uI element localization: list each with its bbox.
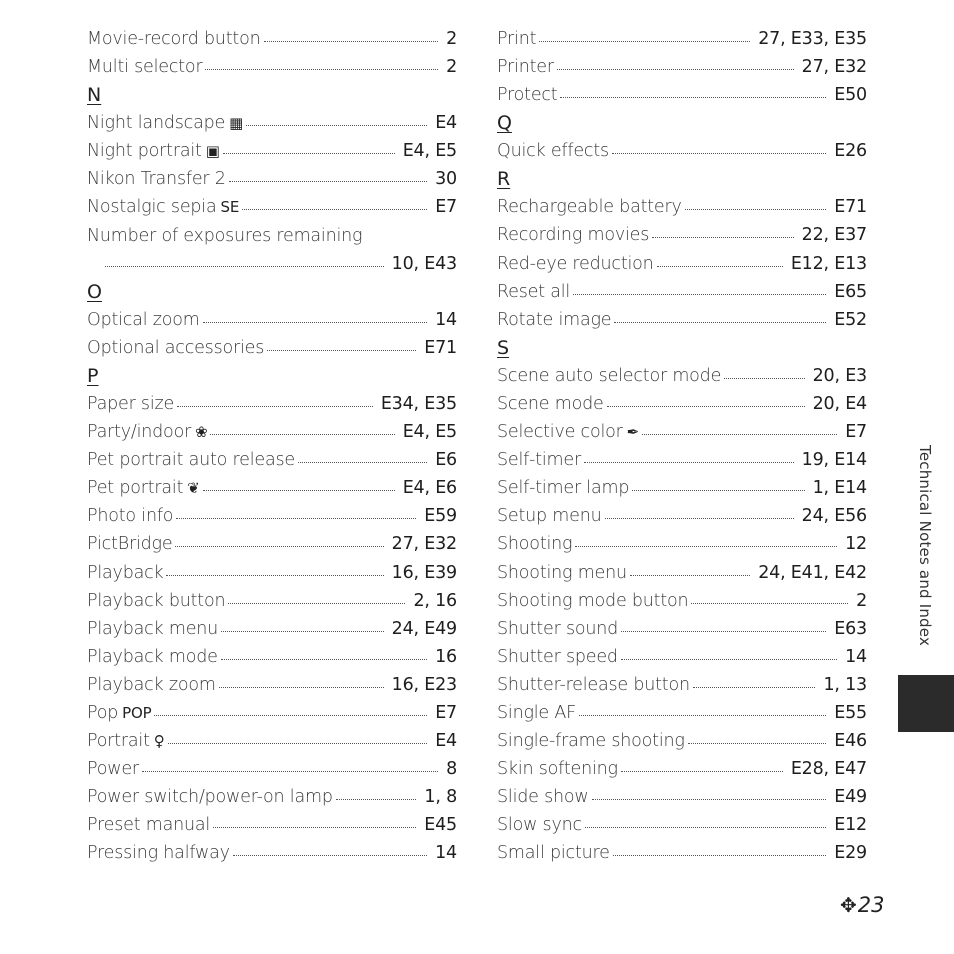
selective-color-icon: ✒ [626,423,640,442]
pop-icon: POP [122,703,152,722]
dot-leader [267,350,416,351]
dot-leader [213,827,416,828]
index-page-refs[interactable]: E46 [834,731,867,752]
dot-leader [298,462,427,463]
index-page-refs[interactable]: 16 [435,646,457,667]
dot-leader [592,799,827,800]
index-page-refs[interactable]: 14 [435,843,457,864]
index-page-refs[interactable]: 27, E33, E35 [758,29,867,49]
dot-leader [584,462,794,463]
index-entry[interactable] [87,418,457,446]
index-term: Night portrait [87,141,202,162]
dot-leader [175,546,383,547]
dot-leader [142,771,438,772]
index-term: Power switch/power-on lamp [87,787,333,808]
index-term: Shooting mode button [497,590,689,611]
index-page-refs[interactable]: 20, E3 [812,365,867,386]
page-number [840,893,885,917]
index-entry[interactable] [87,755,457,783]
index-term: Single AF [497,702,576,723]
index-page-refs[interactable]: E55 [834,702,867,723]
pet-portrait-icon: ❦ [187,479,200,498]
index-entry[interactable] [497,643,867,671]
index-entry[interactable] [87,643,457,671]
index-term: Scene auto selector mode [497,365,722,386]
index-page-refs[interactable]: 12 [845,534,867,555]
dot-leader [614,322,826,323]
index-entry[interactable] [87,811,457,839]
index-entry[interactable] [497,783,867,811]
index-term: Printer [497,57,554,78]
dot-leader [657,266,783,267]
index-term: Playback mode [87,646,218,667]
nostalgic-sepia-icon: SE [220,198,240,217]
index-page-refs[interactable]: 1, E14 [812,478,867,499]
index-term: Shutter-release button [497,674,690,695]
index-term: Preset manual [87,815,211,836]
dot-leader [688,743,827,744]
dot-leader [242,209,427,210]
index-term: Multi selector [87,57,203,78]
index-page-refs[interactable]: 10, E43 [391,253,457,274]
index-page-refs[interactable]: E7 [435,197,457,218]
index-term: Small picture [497,843,610,864]
index-term: Pressing halfway [87,843,230,864]
index-entry[interactable] [87,530,457,558]
dot-leader [228,603,405,604]
index-entry[interactable] [87,390,457,418]
portrait-icon: ♀ [153,732,165,751]
dot-leader [219,687,384,688]
index-entry[interactable] [497,306,867,334]
index-term: Recording movies [497,225,650,246]
index-entry[interactable] [87,165,457,193]
dot-leader [203,490,395,491]
index-term: Playback button [87,590,226,611]
index-page-refs[interactable]: E52 [834,309,867,330]
dot-leader [560,97,826,98]
dot-leader [573,294,826,295]
index-term: Scene mode [497,393,604,414]
dot-leader [336,799,417,800]
dot-leader [264,41,439,42]
dot-leader [539,41,750,42]
index-entry[interactable] [497,699,867,727]
index-entry[interactable] [87,839,457,867]
dot-leader [210,434,394,435]
dot-leader [630,575,750,576]
index-entry[interactable] [497,25,867,53]
index-page-refs[interactable]: E26 [834,141,867,162]
index-entry[interactable] [87,671,457,699]
index-entry[interactable] [87,446,457,474]
dot-leader [605,518,794,519]
index-term: Self-timer [497,450,581,471]
index-term: Quick effects [497,141,609,162]
index-term: Movie-record button [87,29,261,49]
index-term: Single-frame shooting [497,731,685,752]
night-portrait-icon: ▣ [205,142,220,161]
index-term: Red-eye reduction [497,253,654,274]
index-entry[interactable] [87,587,457,615]
dot-leader [621,631,826,632]
dot-leader [177,406,373,407]
index-entry[interactable] [497,755,867,783]
index-page-refs[interactable]: E49 [834,787,867,808]
dot-leader [642,434,837,435]
dot-leader [691,603,848,604]
index-page-refs[interactable]: E12, E13 [790,253,867,274]
dot-leader [105,266,384,267]
index-entry[interactable] [497,671,867,699]
section-tab-label: Technical Notes and Index [916,445,934,647]
index-term: Paper size [87,393,175,414]
index-entry[interactable] [497,727,867,755]
index-entry[interactable] [497,81,867,109]
index-page-refs[interactable]: 1, 8 [424,787,457,808]
index-entry[interactable] [87,25,457,53]
index-term: Shooting menu [497,562,627,583]
index-entry[interactable] [497,502,867,530]
index-section-letter: P [87,364,99,387]
index-entry[interactable] [497,811,867,839]
index-page-refs[interactable]: 1, 13 [823,674,867,695]
index-page-refs[interactable]: E71 [834,197,867,218]
index-page-refs[interactable]: 2 [446,29,457,49]
index-term: Playback [87,562,164,583]
index-section-letter: R [497,168,511,191]
index-term: Shutter sound [497,618,619,639]
dot-leader [557,69,794,70]
index-entry[interactable] [87,699,457,727]
index-column-right [497,25,867,868]
index-section-letter: N [87,84,102,107]
index-entry[interactable] [497,839,867,867]
index-page-refs[interactable]: E71 [424,337,457,358]
index-page-refs[interactable]: 22, E37 [801,225,867,246]
dot-leader [652,237,794,238]
dot-leader [632,490,804,491]
index-term: Slide show [497,787,589,808]
index-term: Reset all [497,281,571,302]
index-page-refs[interactable]: 24, E41, E42 [758,562,867,583]
index-entry[interactable] [497,615,867,643]
dot-leader [693,687,816,688]
index-page-refs[interactable]: E50 [834,85,867,106]
index-page-refs[interactable]: 8 [446,759,457,780]
index-term: Optical zoom [87,309,200,330]
index-term: Number of exposures remaining [87,225,363,246]
index-page-refs[interactable]: E7 [845,422,867,443]
dot-leader [612,153,826,154]
page-number-value: 23 [857,893,885,917]
dot-leader [203,322,428,323]
dot-leader [724,378,804,379]
index-page-refs[interactable]: E4, E5 [402,422,457,443]
index-entry[interactable] [87,334,457,362]
index-page-refs[interactable]: E4, E6 [402,478,457,499]
index-page-refs[interactable]: 19, E14 [801,450,867,471]
index-entry[interactable] [497,559,867,587]
dot-leader [613,855,827,856]
index-entry[interactable] [87,222,457,250]
index-entry[interactable] [87,615,457,643]
index-page-refs[interactable]: E12 [834,815,867,836]
index-term: PictBridge [87,534,173,555]
index-page-refs[interactable]: E65 [834,281,867,302]
index-entry[interactable] [87,783,457,811]
index-term: Setup menu [497,506,602,527]
index-page-refs[interactable]: 24, E56 [801,506,867,527]
index-entry[interactable] [497,278,867,306]
index-entry[interactable] [87,306,457,334]
index-entry[interactable] [497,474,867,502]
index-entry-continuation[interactable] [87,250,457,278]
section-tab-marker[interactable] [898,675,954,732]
index-page-refs[interactable]: 2 [856,590,867,611]
index-term: Pet portrait [87,478,184,499]
index-section-letter: Q [497,112,512,135]
index-entry[interactable] [497,587,867,615]
index-entry[interactable] [87,53,457,81]
index-term: Rotate image [497,309,612,330]
index-page-refs[interactable]: E6 [435,450,457,471]
index-page-refs[interactable]: 20, E4 [812,393,867,414]
index-term: Selective color [497,422,623,443]
index-term: Pop [87,702,119,723]
index-page-refs[interactable]: E4, E5 [402,141,457,162]
index-entry[interactable] [497,418,867,446]
dot-leader [621,659,837,660]
dot-leader [205,69,438,70]
party-indoor-icon: ❀ [195,423,208,442]
index-term: Optional accessories [87,337,265,358]
dot-leader [685,209,827,210]
index-entry[interactable] [497,221,867,249]
index-term: Playback zoom [87,674,216,695]
index-entry[interactable] [497,137,867,165]
index-page-refs[interactable]: 16, E23 [391,674,457,695]
index-entry[interactable] [497,390,867,418]
dot-leader [579,715,826,716]
index-term: Shutter speed [497,646,618,667]
index-term: Rechargeable battery [497,197,682,218]
index-term: Photo info [87,506,174,527]
index-page-refs[interactable]: 27, E32 [391,534,457,555]
dot-leader [607,406,805,407]
night-landscape-icon: ▦ [229,114,244,133]
index-page-refs[interactable]: 24, E49 [391,618,457,639]
index-entry[interactable] [87,727,457,755]
index-page-refs[interactable]: E4 [435,731,457,752]
dot-leader [585,827,826,828]
index-term: Nikon Transfer 2 [87,169,226,190]
index-entry[interactable] [87,559,457,587]
index-term: Pet portrait auto release [87,450,295,471]
index-page-refs[interactable]: E29 [834,843,867,864]
index-page-refs[interactable]: 16, E39 [391,562,457,583]
index-page-refs[interactable]: E63 [834,618,867,639]
index-page-refs[interactable]: E45 [424,815,457,836]
ref-marker-icon: ✥ [840,893,857,917]
index-term: Skin softening [497,759,618,780]
index-entry[interactable] [497,362,867,390]
dot-leader [166,575,383,576]
index-page-refs[interactable]: 30 [435,169,457,190]
index-entry[interactable] [497,250,867,278]
index-term: Protect [497,85,558,106]
index-page-refs[interactable]: E4 [435,113,457,134]
index-term: Night landscape [87,113,226,134]
index-term: Self-timer lamp [497,478,630,499]
dot-leader [229,181,427,182]
index-term: Power [87,759,139,780]
index-page-refs[interactable]: E28, E47 [790,759,867,780]
dot-leader [575,546,837,547]
index-page-refs[interactable]: 14 [845,646,867,667]
index-section-letter: S [497,336,510,359]
index-entry[interactable] [87,474,457,502]
index-page-refs[interactable]: 14 [435,309,457,330]
dot-leader [221,631,384,632]
dot-leader [176,518,416,519]
index-entry[interactable] [87,109,457,137]
dot-leader [221,659,427,660]
dot-leader [621,771,783,772]
index-entry[interactable] [87,137,457,165]
dot-leader [233,855,427,856]
index-term: Party/indoor [87,422,192,443]
index-term: Playback menu [87,618,219,639]
index-entry[interactable] [497,446,867,474]
index-term: Shooting [497,534,573,555]
index-page-refs[interactable]: 27, E32 [801,57,867,78]
index-entry[interactable] [497,530,867,558]
dot-leader [223,153,395,154]
index-page-refs[interactable]: E34, E35 [380,393,457,414]
index-page-refs[interactable]: E7 [435,702,457,723]
index-section-letter: O [87,280,102,303]
index-page-refs[interactable]: E59 [424,506,457,527]
index-entry[interactable] [87,502,457,530]
index-term: Print [497,29,537,49]
index-entry[interactable] [87,193,457,221]
index-page-refs[interactable]: 2, 16 [413,590,457,611]
index-entry[interactable] [497,53,867,81]
index-term: Portrait [87,731,150,752]
index-page-refs[interactable]: 2 [446,57,457,78]
dot-leader [246,125,427,126]
index-column-left [87,25,457,868]
index-term: Nostalgic sepia [87,197,217,218]
index-term: Slow sync [497,815,582,836]
dot-leader [154,715,427,716]
index-entry[interactable] [497,193,867,221]
dot-leader [168,743,428,744]
